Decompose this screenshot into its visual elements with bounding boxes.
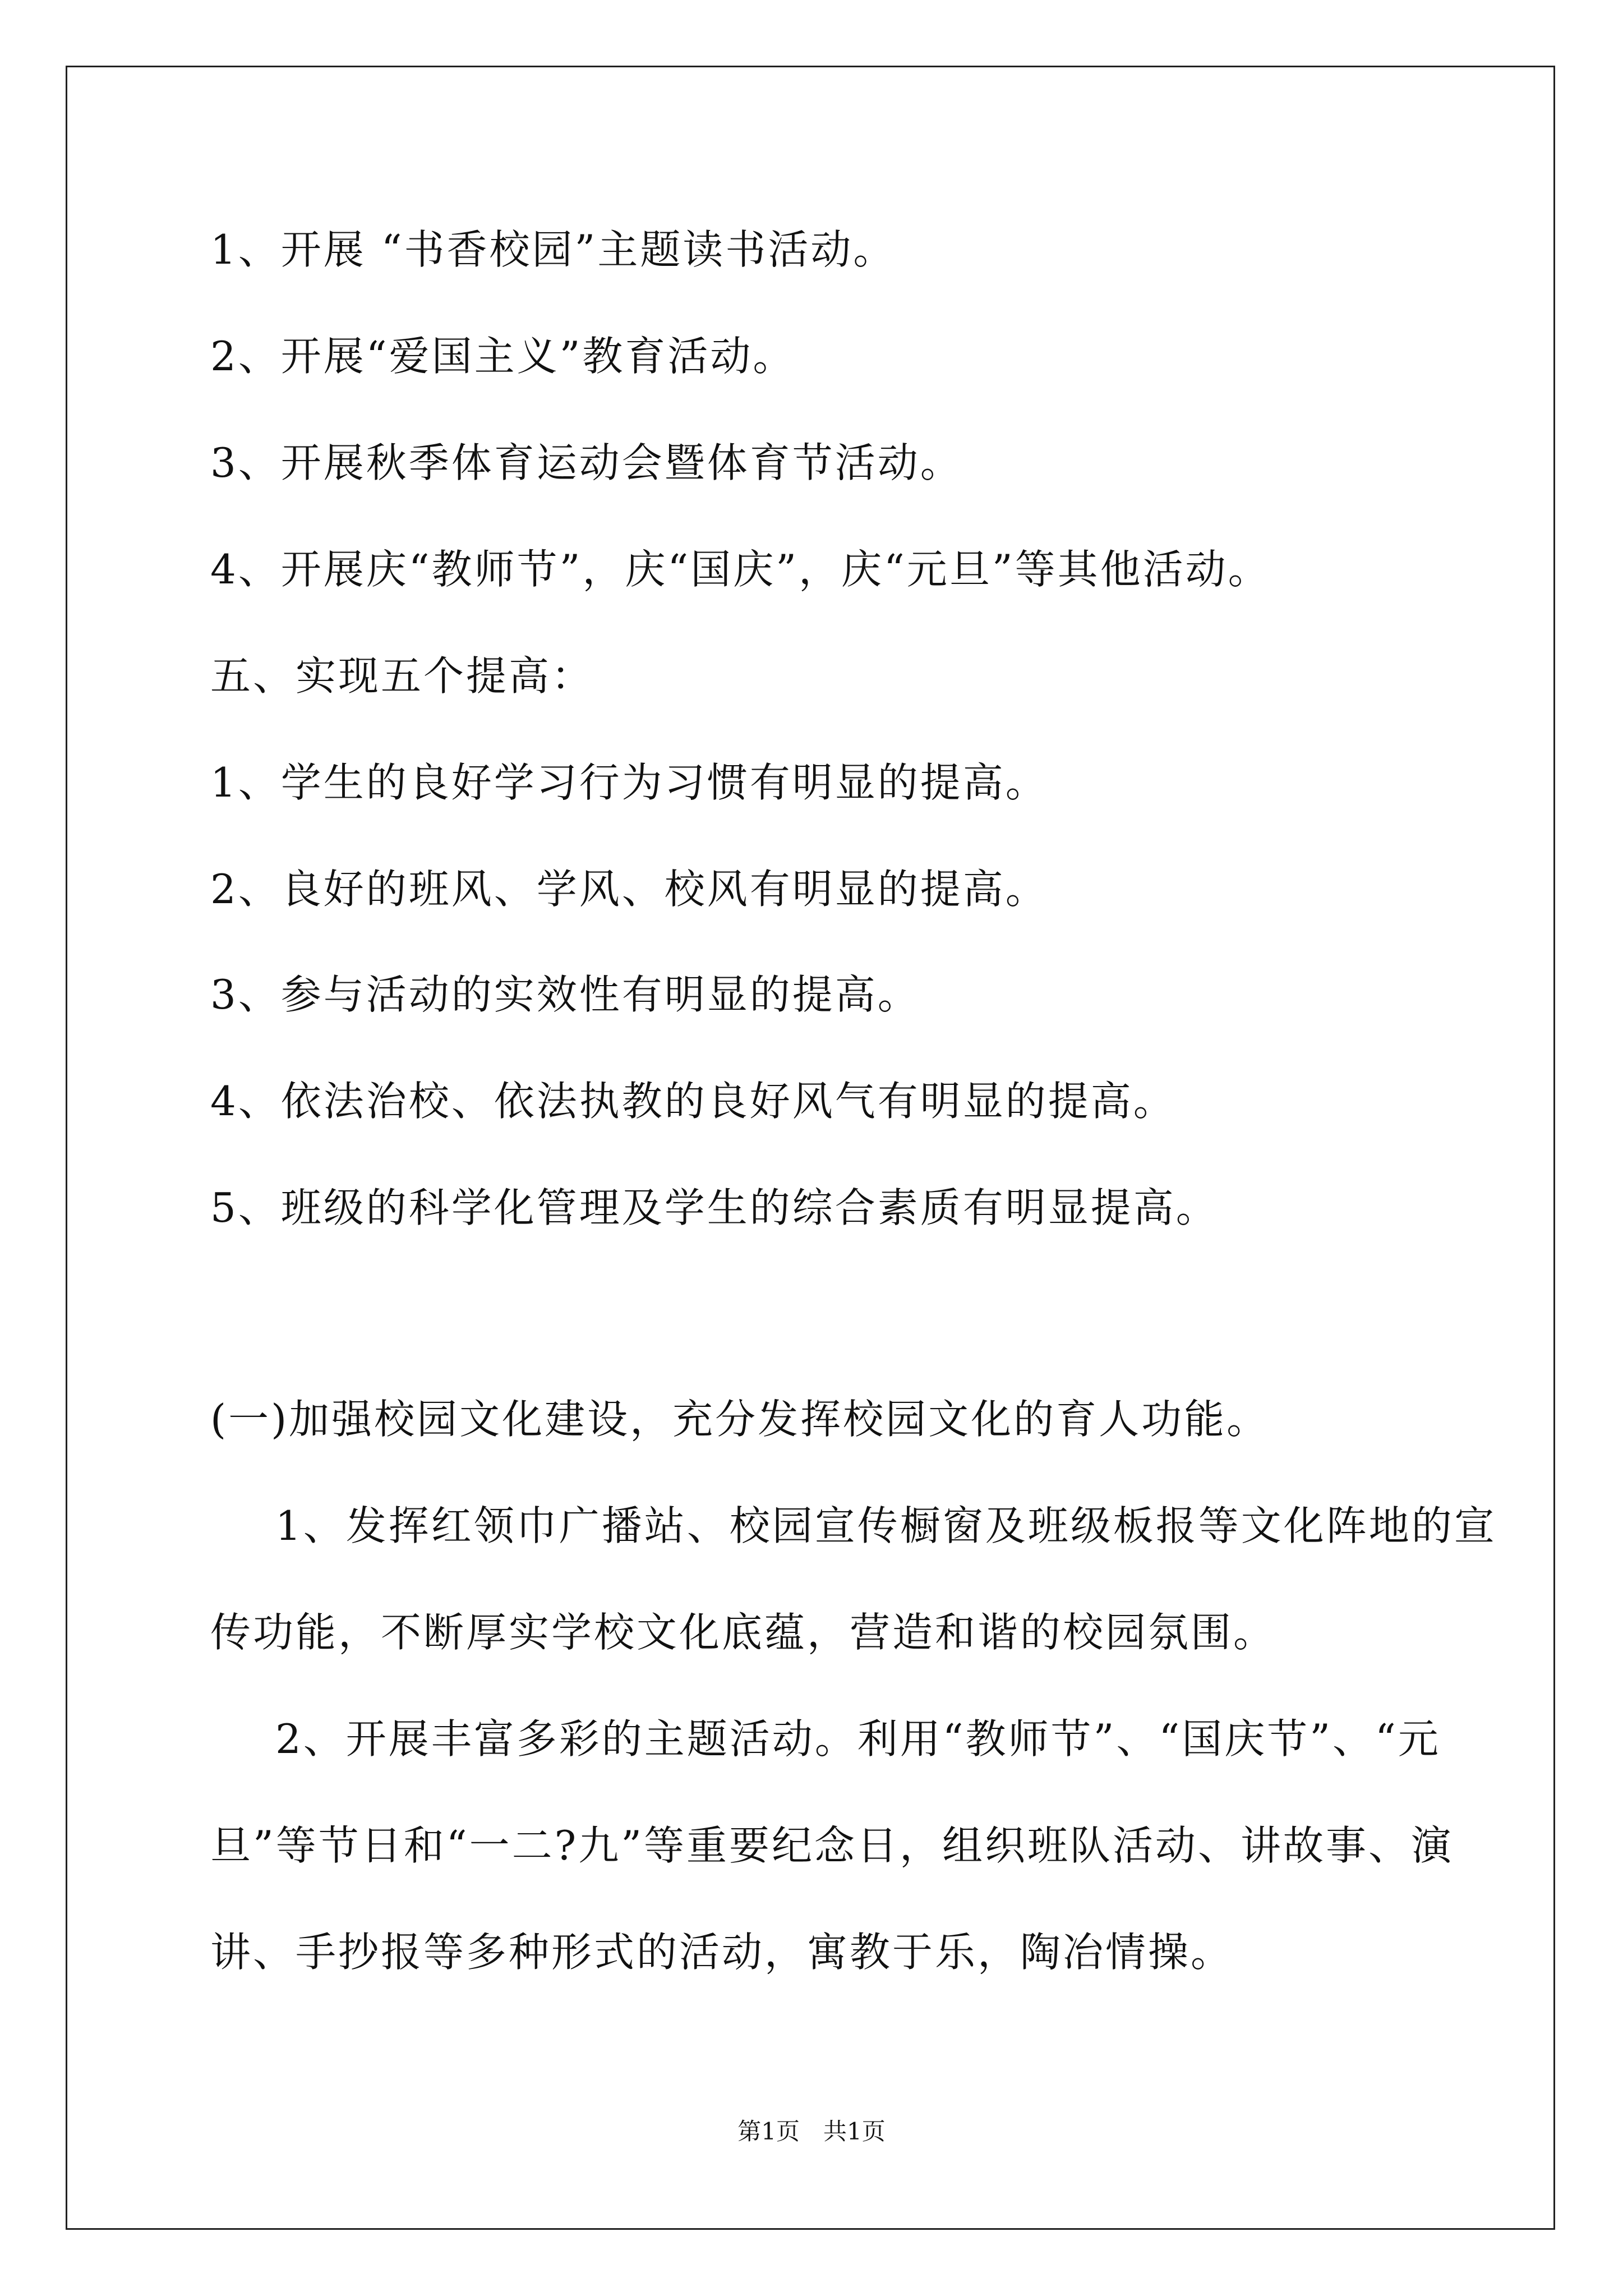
improvement-item-2: 2、良好的班风、学风、校风有明显的提高。	[210, 866, 1048, 913]
activity-item-3: 3、开展秋季体育运动会暨体育节活动。	[210, 439, 963, 486]
page-number-footer: 第1页 共1页	[737, 2118, 886, 2145]
paragraph-1-line-2: 传功能，不断厚实学校文化底蕴，营造和谐的校园氛围。	[210, 1609, 1276, 1656]
improvement-item-1: 1、学生的良好学习行为习惯有明显的提高。	[210, 759, 1048, 806]
section-heading-five: 五、实现五个提高：	[210, 652, 594, 700]
paragraph-2-line-2: 旦”等节日和“一二?九”等重要纪念日，组织班队活动、讲故事、演	[210, 1822, 1454, 1869]
paragraph-2-line-3: 讲、手抄报等多种形式的活动，寓教于乐，陶冶情操。	[210, 1929, 1234, 1976]
activity-item-4: 4、开展庆“教师节”，庆“国庆”，庆“元旦”等其他活动。	[210, 546, 1271, 593]
paragraph-1-line-1: 1、发挥红领巾广播站、校园宣传橱窗及班级板报等文化阵地的宣	[275, 1502, 1497, 1549]
improvement-item-5: 5、班级的科学化管理及学生的综合素质有明显提高。	[210, 1184, 1219, 1231]
activity-item-2: 2、开展“爱国主义”教育活动。	[210, 333, 796, 380]
subsection-heading: (一)加强校园文化建设，充分发挥校园文化的育人功能。	[210, 1396, 1270, 1443]
paragraph-2-line-1: 2、开展丰富多彩的主题活动。利用“教师节”、“国庆节”、“元	[275, 1715, 1441, 1763]
page-border	[66, 66, 1555, 2230]
improvement-item-3: 3、参与活动的实效性有明显的提高。	[210, 971, 920, 1018]
activity-item-1: 1、开展 “书香校园”主题读书活动。	[210, 226, 896, 273]
improvement-item-4: 4、依法治校、依法执教的良好风气有明显的提高。	[210, 1078, 1176, 1125]
